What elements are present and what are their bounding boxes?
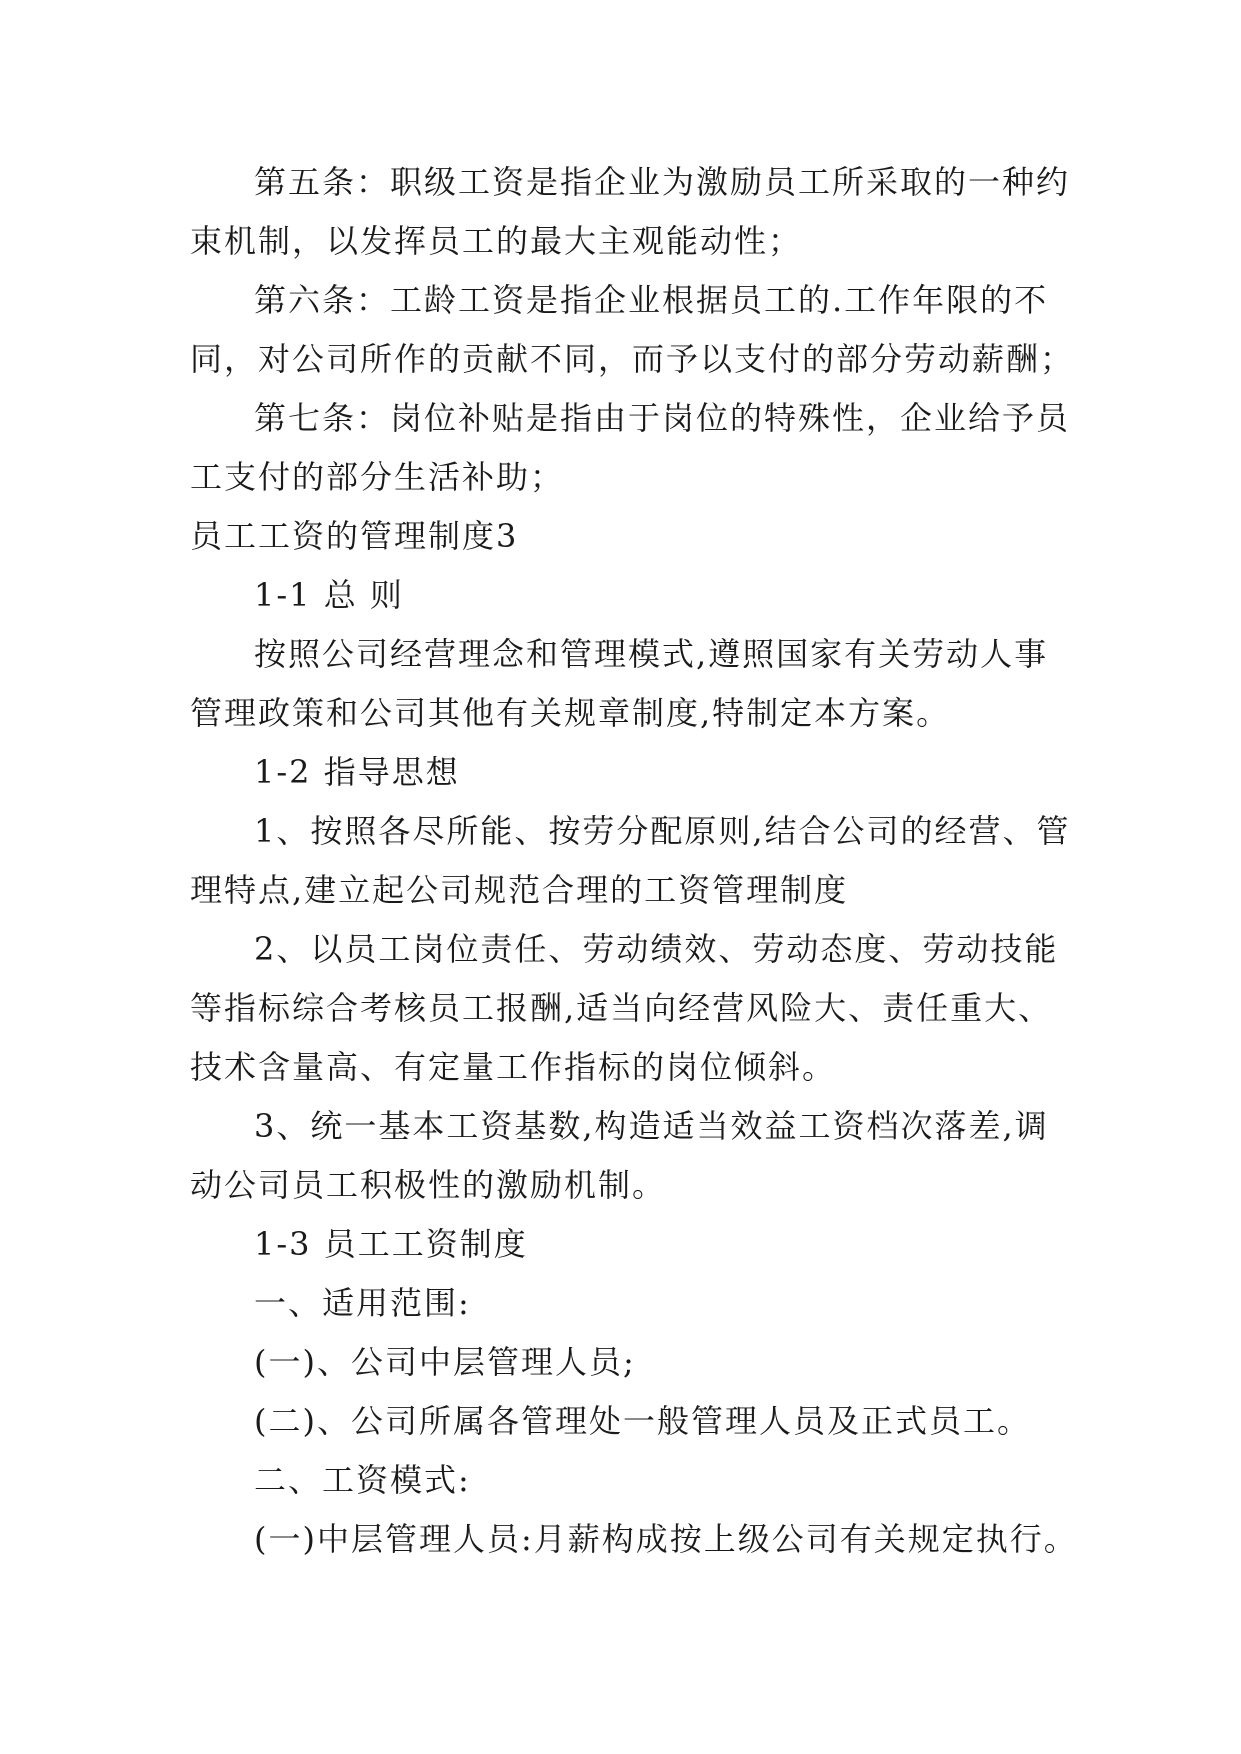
text-line: (一)中层管理人员:月薪构成按上级公司有关规定执行。: [254, 1520, 1078, 1558]
text-line: 技术含量高、有定量工作指标的岗位倾斜。: [190, 1048, 837, 1086]
text-line: 动公司员工积极性的激励机制。: [190, 1166, 667, 1204]
text-line: 第六条：工龄工资是指企业根据员工的.工作年限的不: [254, 281, 1049, 319]
text-line: 一、适用范围:: [254, 1284, 471, 1322]
text-line: 束机制，以发挥员工的最大主观能动性；: [190, 222, 803, 260]
text-line: 理特点,建立起公司规范合理的工资管理制度: [190, 871, 849, 909]
text-line: 2、以员工岗位责任、劳动绩效、劳动态度、劳动技能: [254, 930, 1059, 968]
subsection-heading: 1-1 总 则: [254, 576, 404, 614]
text-line: (一)、公司中层管理人员;: [254, 1343, 636, 1381]
text-line: 等指标综合考核员工报酬,适当向经营风险大、责任重大、: [190, 989, 1053, 1027]
text-line: 工支付的部分生活补助；: [190, 458, 565, 496]
text-line: 同，对公司所作的贡献不同，而予以支付的部分劳动薪酬；: [190, 340, 1075, 378]
text-line: 二、工资模式:: [254, 1461, 471, 1499]
text-line: 管理政策和公司其他有关规章制度,特制定本方案。: [190, 694, 951, 732]
text-line: 按照公司经营理念和管理模式,遵照国家有关劳动人事: [254, 635, 1049, 673]
text-line: 第七条：岗位补贴是指由于岗位的特殊性，企业给予员: [254, 399, 1071, 437]
text-line: 1、按照各尽所能、按劳分配原则,结合公司的经营、管: [254, 812, 1071, 850]
section-heading: 员工工资的管理制度3: [190, 517, 519, 555]
text-line: 3、统一基本工资基数,构造适当效益工资档次落差,调: [254, 1107, 1049, 1145]
text-line: (二)、公司所属各管理处一般管理人员及正式员工。: [254, 1402, 1031, 1440]
subsection-heading: 1-2 指导思想: [254, 753, 460, 791]
subsection-heading: 1-3 员工工资制度: [254, 1225, 528, 1263]
text-line: 第五条：职级工资是指企业为激励员工所采取的一种约: [254, 163, 1071, 201]
